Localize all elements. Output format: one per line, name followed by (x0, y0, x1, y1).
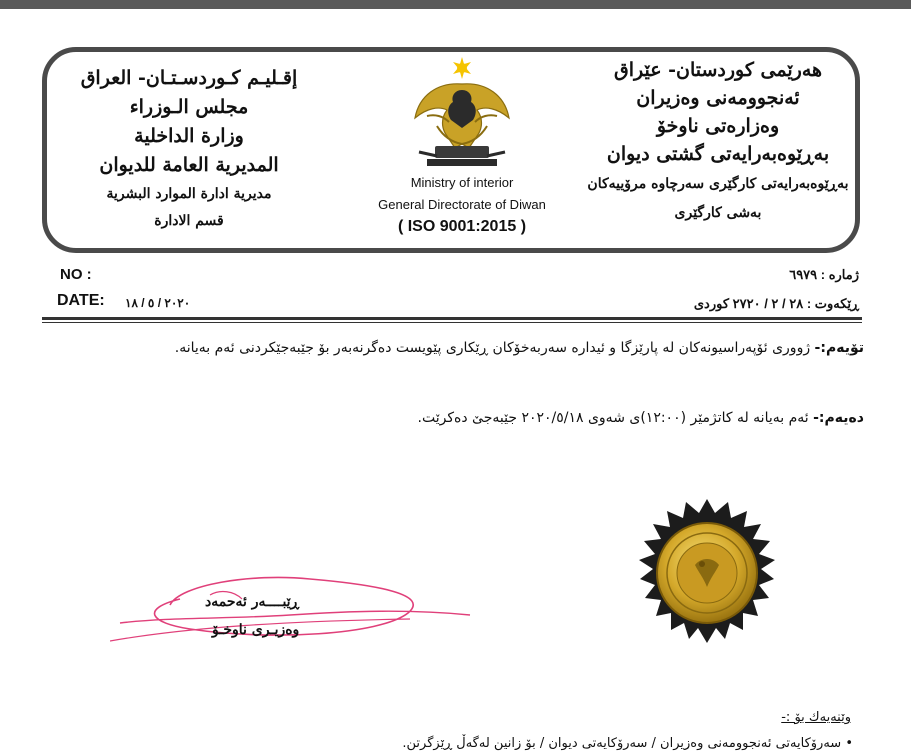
kurdish-council-title: ئەنجوومەنی وەزیران (636, 87, 800, 109)
paragraph-ninth-text: ژووری ئۆپەراسیونەكان لە پارێزگا و ئیدارە سەربەخۆكان ڕێكاری پێویست دەگرنەبەر بۆ جێبەجێكردنی ئەم بەیانە. (174, 340, 815, 356)
kurdish-number: ژماره : ٦٩٧٩ (789, 267, 859, 282)
paragraph-tenth-label: دەیەم:- (813, 410, 864, 426)
signatory-title: وەزیـری ناوخـۆ (212, 622, 300, 638)
copy-to-heading: وێنەیەك بۆ :- (781, 710, 851, 725)
date-value: ٢٠٢٠ / ٥ / ١٨ (125, 296, 191, 310)
arabic-directorate-title: المديرية العامة للديوان (99, 154, 279, 176)
paragraph-tenth-text: ئەم بەیانە لە كاتژمێر (١٢:٠٠)ی شەوی ٢٠٢٠/٥/١٨ جێبەجێ دەكرێت. (417, 410, 814, 426)
arabic-hr-title: مديرية ادارة الموارد البشرية (106, 186, 272, 202)
number-label: NO : (60, 266, 92, 283)
signatory-name: ڕێبــــەر ئەحمەد (205, 594, 300, 610)
header-divider-thin (42, 322, 862, 323)
paragraph-ninth-label: تۆیەم:- (814, 340, 864, 356)
paragraph-ninth (64, 330, 864, 366)
kurdish-ministry-title: وەزارەتی ناوخۆ (656, 115, 780, 137)
kurdish-department-title: بەشی كارگێری (674, 205, 762, 221)
arabic-council-title: مجلس الـوزراء (129, 96, 249, 118)
kurdish-region-title: هەرێمی كوردستان- عێراق (613, 59, 823, 81)
header-divider (42, 317, 862, 320)
english-directorate-name: General Directorate of Diwan (378, 197, 546, 212)
center-header (362, 56, 562, 236)
arabic-ministry-title: وزارة الداخلية (134, 125, 244, 147)
english-ministry-name: Ministry of interior (410, 175, 514, 190)
iso-certification: ( ISO 9001:2015 ) (397, 218, 527, 235)
kurdish-date: ڕێكەوت : ٢٨ / ٢ / ٢٧٢٠ كوردی (693, 296, 859, 311)
date-label: DATE: (57, 292, 105, 309)
arabic-header (60, 64, 318, 234)
arabic-region-title: إقـليـم كـوردسـتـان- العراق (80, 67, 298, 89)
kurdish-directorate-title: بەڕێوەبەرایەتی گشتی دیوان (606, 143, 830, 165)
top-bar (0, 0, 911, 9)
paragraph-tenth (64, 404, 864, 432)
copy-to-item: • سەرۆكایەتی ئەنجوومەنی وەزیران / سەرۆكایەتی دیوان / بۆ زانین لەگەڵ ڕێزگرتن. (402, 736, 853, 751)
official-gold-seal-icon (632, 498, 782, 648)
arabic-department-title: قسم الادارة (154, 213, 224, 229)
handwritten-signature (110, 565, 480, 655)
kurdish-header (583, 56, 853, 226)
kurdish-hr-title: بەڕێوەبەرایەتی كارگێری سەرچاوە مرۆییەكان (587, 176, 849, 192)
kurdistan-emblem-icon (397, 56, 527, 172)
